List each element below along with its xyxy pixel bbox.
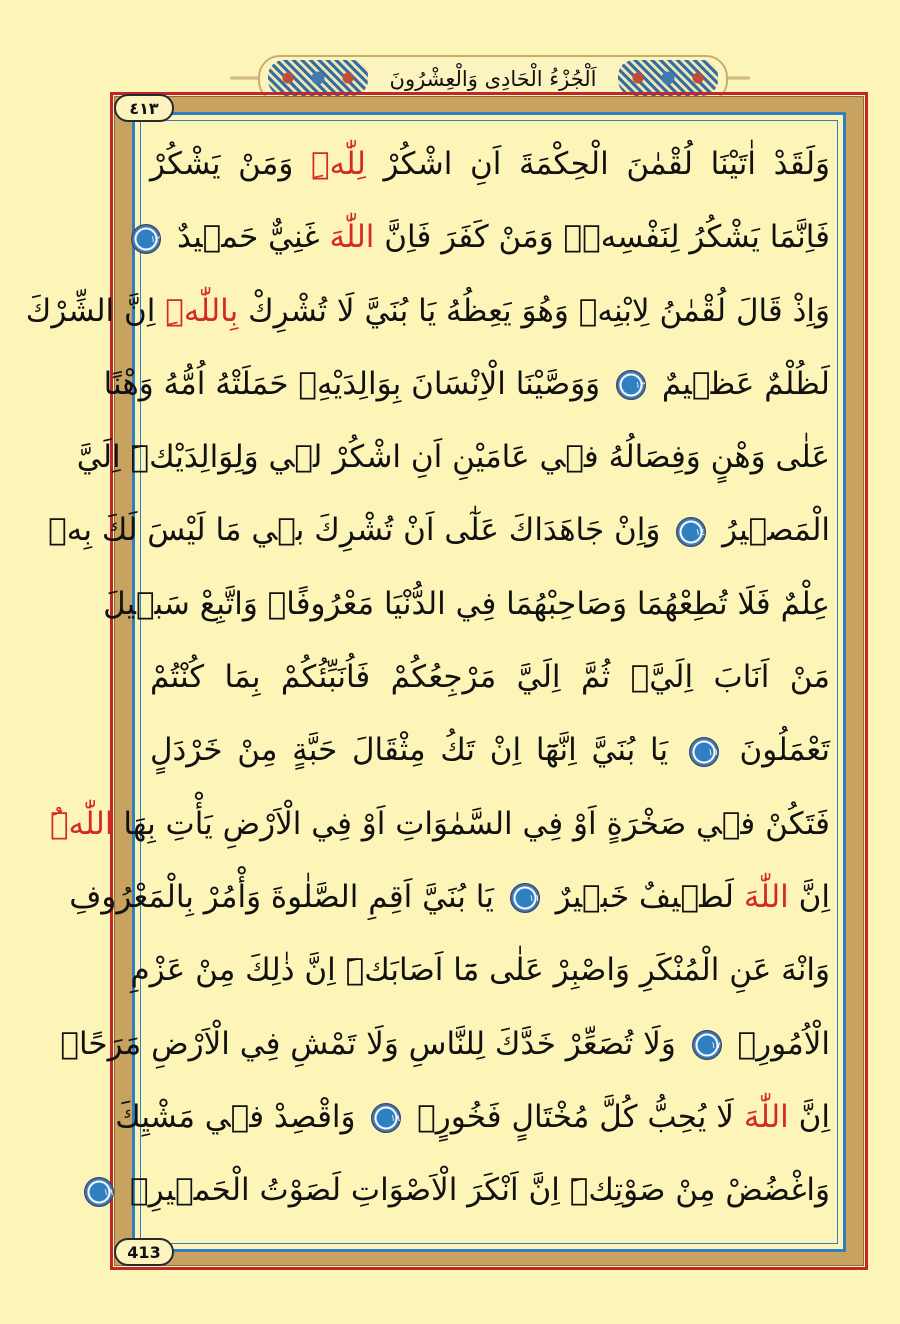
text-line [115,1081,830,1154]
verse-text: اِنَّ [788,878,830,915]
verse-text: وَاِذْ قَالَ لُقْمٰنُ لِابْنِه۪ وَهُوَ يَعِظُهُ يَا بُنَيَّ لَا تُشْرِكْ [238,292,830,329]
text-line [150,714,830,787]
ayah-marker-icon: ١٨ [371,1103,401,1133]
verse-text: وَاغْضُضْ مِنْ صَوْتِكَۜ اِنَّ اَنْكَرَ الْاَصْوَاتِ لَصَوْتُ الْحَم۪يرِ۟ [120,1172,830,1209]
text-line [60,1008,830,1081]
verse-text: لَط۪يفٌ خَب۪يرٌ [545,878,744,915]
text-line [103,568,830,641]
ornament-right-icon [618,60,718,96]
verse-text: اِنَّ [788,1098,830,1135]
verse-text: غَنِيٌّ حَم۪يدٌ [167,219,330,256]
verse-text: اِنَّ الشِّرْكَ [25,292,166,329]
ayah-marker-icon: ١٢ [131,224,161,254]
text-line [150,641,830,714]
verse-text: يَا بُنَيَّ اَقِمِ الصَّلٰوةَ وَأْمُرْ بِالْمَعْرُوفِ [69,878,504,915]
ayah-marker-icon: ١٥ [689,737,719,767]
text-line [69,861,830,934]
verse-text: الْمَص۪يرُ [712,512,830,549]
text-line [103,1154,830,1227]
text-line [49,788,830,861]
divine-name-text: اللّٰهُۜ [49,805,114,842]
verse-text: وَاِنْ جَاهَدَاكَ عَلٰٓى اَنْ تُشْرِكَ ب۪ي مَا لَيْسَ لَكَ بِه۪ [48,512,671,549]
divine-name-text: اللّٰهَ [743,878,789,915]
divine-name-text: اللّٰهَ [329,219,375,256]
text-line [48,494,830,567]
verse-text: تَعْمَلُونَ [724,732,831,769]
verse-text: عَلٰى وَهْنٍ وَفِصَالُهُ ف۪ي عَامَيْنِ اَنِ اشْكُرْ ل۪ي وَلِوَالِدَيْكَۜ اِلَيَّ [76,439,830,476]
text-line [150,128,830,201]
verse-text: وَوَصَّيْنَا الْاِنْسَانَ بِوَالِدَيْهِۚ حَمَلَتْهُ اُمُّهُ وَهْنًا [103,365,610,402]
verse-text: وَانْهَ عَنِ الْمُنْكَرِ وَاصْبِرْ عَلٰى مَٓا اَصَابَكَۜ اِنَّ ذٰلِكَ مِنْ عَزْمِ [130,952,830,989]
verse-text: وَلَا تُصَعِّرْ خَدَّكَ لِلنَّاسِ وَلَا تَمْشِ فِي الْاَرْضِ مَرَحًاۜ [60,1025,686,1062]
verse-text: لَا يُحِبُّ كُلَّ مُخْتَالٍ فَخُورٍۚ [407,1098,744,1135]
verse-text: فَاِنَّمَا يَشْكُرُ لِنَفْسِه۪ۚ وَمَنْ كَفَرَ فَاِنَّ [374,219,830,256]
text-line [103,348,830,421]
verse-text: يَا بُنَيَّ اِنَّهَٓا اِنْ تَكُ مِثْقَالَ حَبَّةٍ مِنْ خَرْدَلٍ [150,732,683,769]
verse-text: وَلَقَدْ اٰتَيْنَا لُقْمٰنَ الْحِكْمَةَ اَنِ اشْكُرْ [365,146,830,182]
ayah-marker-icon: ١٤ [676,517,706,547]
verse-text: وَاقْصِدْ ف۪ي مَشْيِكَ [115,1098,366,1135]
juz-title: اَلْجُزْءُ الْحَادِى وَالْعِشْرُونَ [384,67,603,91]
divine-name-text: اللّٰهَ [743,1098,789,1135]
divine-name-text: لِلّٰهِۜ [310,146,366,182]
verse-text: لَظُلْمٌ عَظ۪يمٌ [652,365,830,402]
ayah-marker-icon: ١٩ [84,1177,114,1207]
text-line [150,201,830,274]
text-line [25,275,830,348]
verse-text: وَمَنْ يَشْكُرْ [150,146,311,182]
verse-text: مَنْ اَنَابَ اِلَيَّۚ ثُمَّ اِلَيَّ مَرْجِعُكُمْ فَاُنَبِّئُكُمْ بِمَا كُنْتُمْ [150,659,830,696]
ayah-marker-icon: ١٣ [616,370,646,400]
ornament-left-icon [268,60,368,96]
text-line [76,421,830,494]
divine-name-text: بِاللّٰهِۜ [165,292,239,329]
quran-text-body [25,128,831,1228]
page-number-arabic: ٤١٣ [114,94,174,122]
ayah-marker-icon: ١٧ [692,1030,722,1060]
verse-text: الْاُمُورِۚ [727,1025,830,1062]
page-number-latin: 413 [114,1238,174,1266]
text-line [130,934,830,1007]
ayah-marker-icon: ١٦ [510,883,540,913]
verse-text: فَتَكُنْ ف۪ي صَخْرَةٍ اَوْ فِي السَّمٰوَاتِ اَوْ فِي الْاَرْضِ يَأْتِ بِهَا [113,805,830,842]
verse-text: عِلْمٌ فَلَا تُطِعْهُمَا وَصَاحِبْهُمَا فِي الدُّنْيَا مَعْرُوفًاۘ وَاتَّبِعْ سَب۪يلَ [103,585,830,622]
